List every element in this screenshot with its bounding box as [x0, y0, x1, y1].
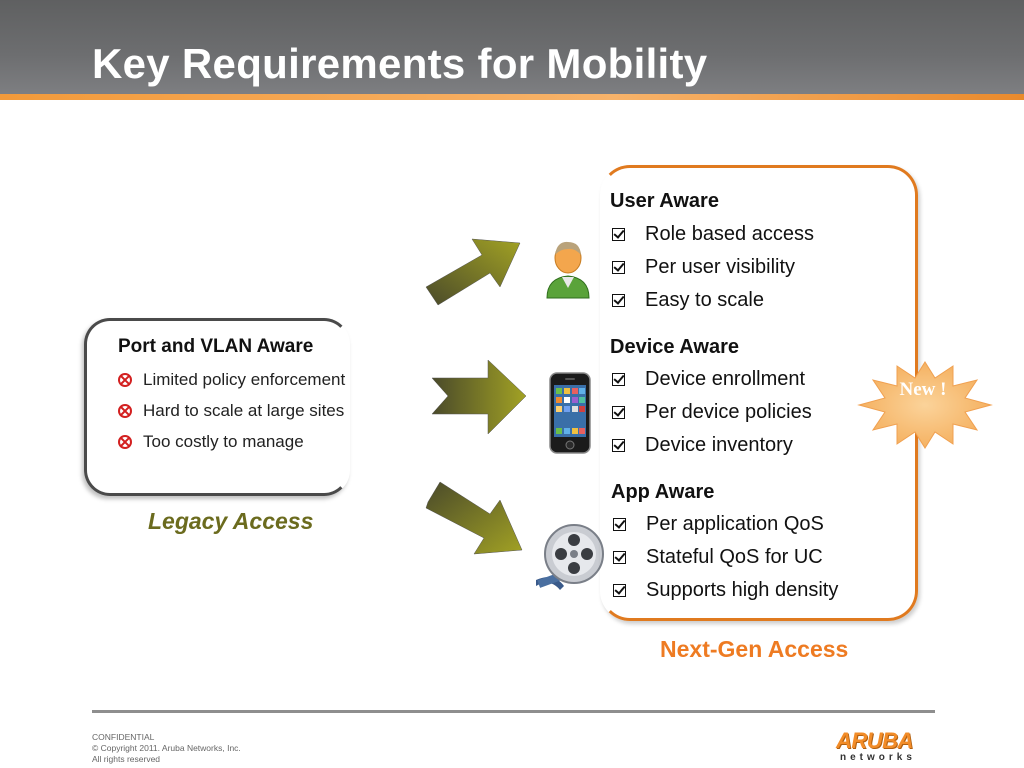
checklist-item	[613, 579, 838, 602]
red-x-circle-icon	[118, 435, 132, 449]
footer-rights: All rights reserved	[92, 754, 161, 764]
footer-divider	[92, 710, 935, 713]
aruba-logo: ARUBA	[836, 728, 913, 753]
starburst-badge-icon	[855, 360, 995, 450]
legacy-item-text: Too costly to manage	[143, 432, 304, 451]
smartphone-icon	[548, 372, 592, 454]
title-stripe	[0, 94, 1024, 100]
checkbox-icon	[612, 261, 625, 274]
legacy-list-item	[118, 401, 344, 421]
legacy-access-label: Legacy Access	[148, 508, 314, 534]
checklist-item-text: Stateful QoS for UC	[646, 546, 823, 568]
checkbox-icon	[612, 373, 625, 386]
red-x-circle-icon	[118, 373, 132, 387]
new-badge-text: New !	[899, 379, 947, 400]
checklist-item	[612, 223, 814, 246]
checklist-item	[612, 434, 793, 457]
checklist-item	[612, 256, 795, 279]
section-heading-app-aware: App Aware	[611, 481, 715, 503]
arrow-icon	[422, 478, 532, 563]
section-heading-device-aware: Device Aware	[610, 336, 739, 358]
legacy-list-item	[118, 370, 345, 390]
checklist-item-text: Device inventory	[645, 434, 793, 456]
aruba-logo-subtext: networks	[840, 752, 916, 763]
checklist-item-text: Per device policies	[645, 401, 812, 423]
checklist-item-text: Easy to scale	[645, 289, 764, 311]
legacy-list-item	[118, 432, 304, 452]
footer-copyright: © Copyright 2011. Aruba Networks, Inc.	[92, 743, 241, 753]
film-reel-icon	[534, 522, 606, 590]
checklist-item	[612, 368, 805, 391]
checklist-item	[612, 401, 812, 424]
checkbox-icon	[613, 551, 626, 564]
checklist-item	[612, 289, 764, 312]
checkbox-icon	[613, 584, 626, 597]
checklist-item-text: Supports high density	[646, 579, 839, 601]
checklist-item-text: Role based access	[645, 223, 814, 245]
checkbox-icon	[612, 439, 625, 452]
footer-confidential: CONFIDENTIAL	[92, 732, 155, 742]
checkbox-icon	[612, 228, 625, 241]
arrow-icon	[420, 225, 530, 315]
legacy-item-text: Limited policy enforcement	[143, 370, 346, 389]
user-icon	[543, 238, 593, 300]
checklist-item-text: Per user visibility	[645, 256, 796, 278]
legacy-item-text: Hard to scale at large sites	[143, 401, 345, 420]
checklist-item-text: Per application QoS	[646, 513, 824, 535]
red-x-circle-icon	[118, 404, 132, 418]
next-gen-access-label: Next-Gen Access	[660, 636, 849, 662]
checkbox-icon	[612, 294, 625, 307]
slide-title: Key Requirements for Mobility	[92, 40, 708, 87]
checkbox-icon	[612, 406, 625, 419]
checklist-item	[613, 513, 824, 536]
checklist-item	[613, 546, 823, 569]
section-heading-user-aware: User Aware	[610, 190, 719, 212]
checkbox-icon	[613, 518, 626, 531]
legacy-heading: Port and VLAN Aware	[118, 336, 314, 357]
checklist-item-text: Device enrollment	[645, 368, 806, 390]
arrow-icon	[428, 356, 528, 438]
